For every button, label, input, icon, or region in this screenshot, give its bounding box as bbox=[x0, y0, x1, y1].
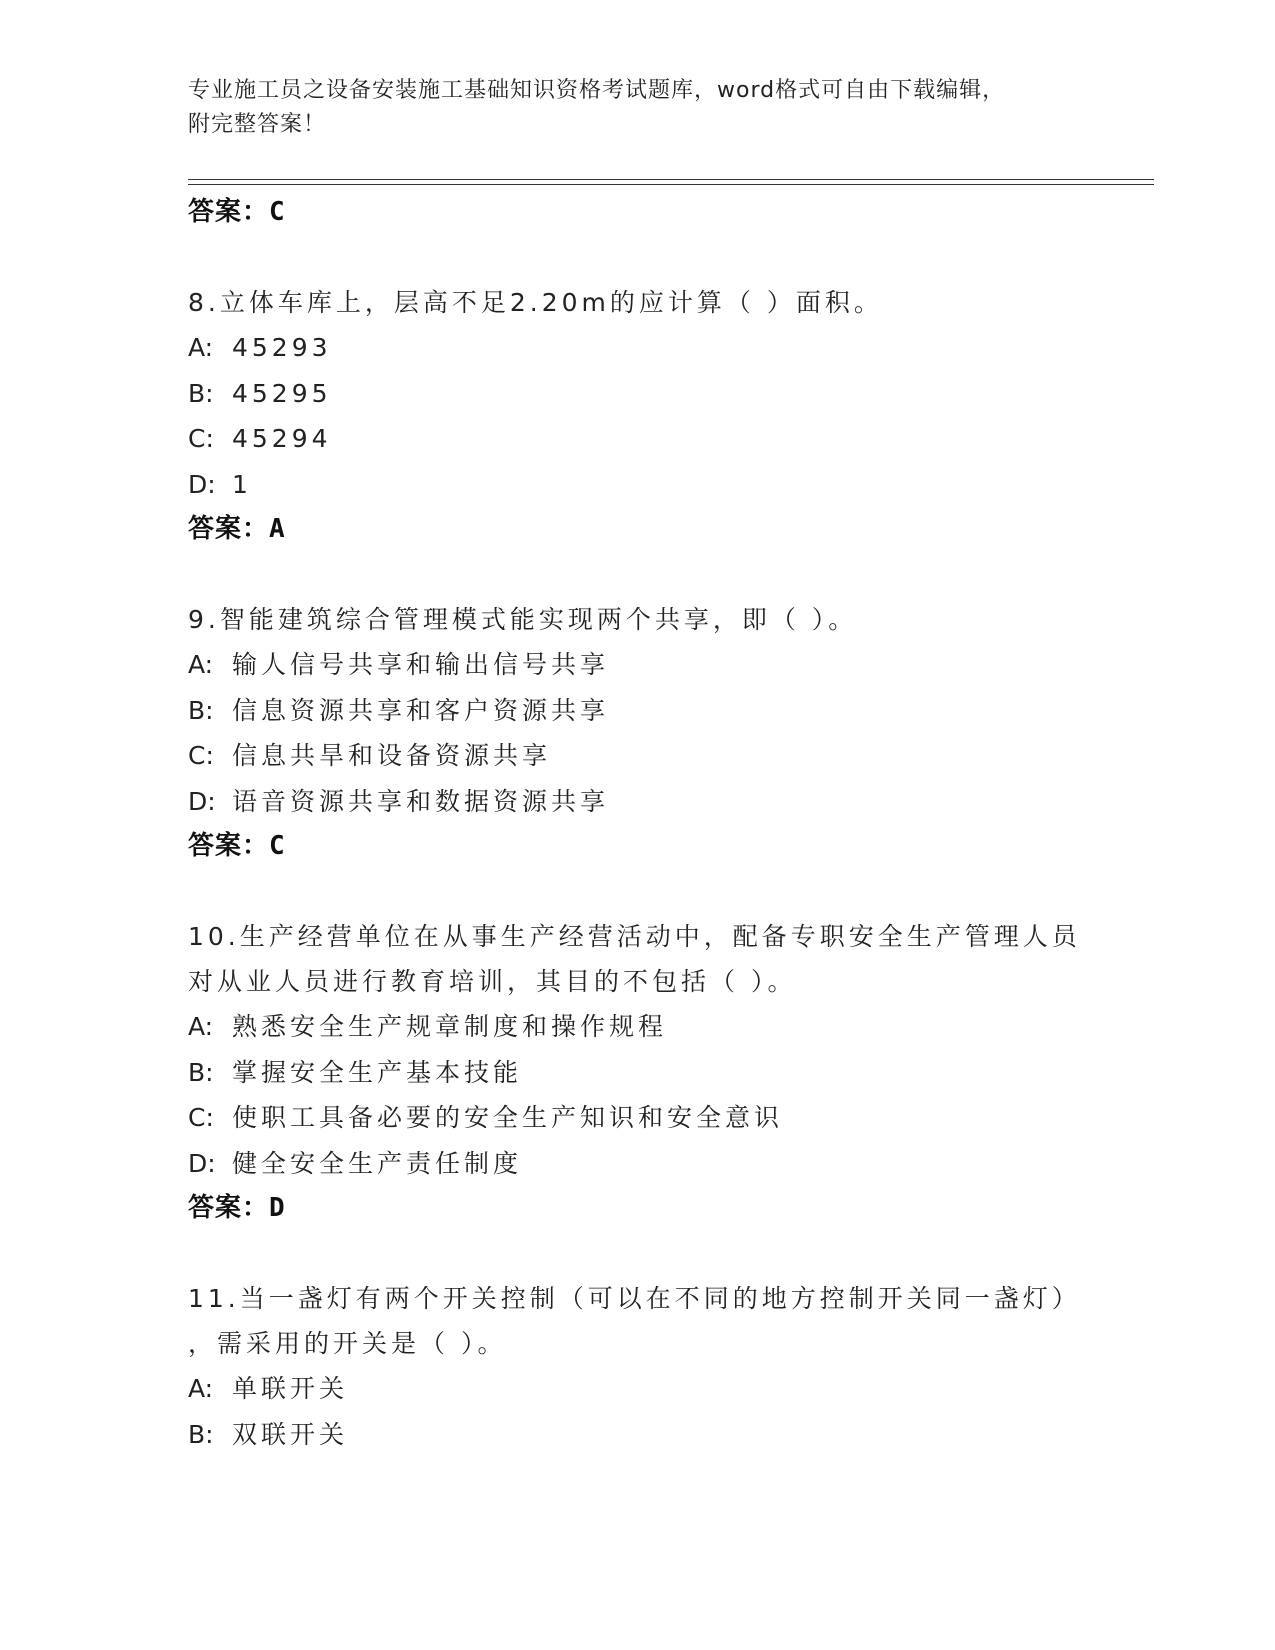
option-key: B: bbox=[188, 1419, 214, 1449]
option-key: B: bbox=[188, 378, 214, 408]
question-title-line-2: 对从业人员进行教育培训，其目的不包括（ ）。 bbox=[188, 967, 797, 996]
header-line-1: 专业施工员之设备安装施工基础知识资格考试题库，word格式可自由下载编辑， bbox=[188, 78, 1006, 103]
option-text: 信息资源共享和客户资源共享 bbox=[232, 695, 610, 725]
answer-value: A bbox=[269, 514, 286, 544]
answer-line bbox=[188, 507, 1088, 551]
answer-line bbox=[188, 190, 1088, 234]
question-8 bbox=[188, 280, 1088, 551]
option-d bbox=[188, 779, 1088, 825]
option-key: A: bbox=[188, 1374, 214, 1403]
option-c bbox=[188, 1095, 1088, 1141]
option-text: 单联开关 bbox=[232, 1374, 349, 1403]
question-title-line-1: 10.生产经营单位在从事生产经营活动中，配备专职安全生产管理人员 bbox=[188, 922, 1081, 951]
option-text: 45293 bbox=[232, 333, 332, 362]
answer-value: C bbox=[269, 831, 286, 861]
question-title-line-2: ，需采用的开关是（ ）。 bbox=[188, 1329, 507, 1358]
header-divider-bottom bbox=[188, 184, 1154, 185]
question-title: 9.智能建筑综合管理模式能实现两个共享，即（ ）。 bbox=[188, 605, 858, 634]
option-c bbox=[188, 416, 1088, 462]
option-key: D: bbox=[188, 1148, 216, 1178]
answer-value: C bbox=[269, 197, 286, 227]
question-title-line-1: 11.当一盏灯有两个开关控制（可以在不同的地方控制开关同一盏灯） bbox=[188, 1284, 1081, 1313]
option-b bbox=[188, 1412, 1088, 1458]
option-key: C: bbox=[188, 424, 214, 453]
option-text: 输人信号共享和输出信号共享 bbox=[232, 650, 610, 679]
header-divider-top bbox=[188, 179, 1154, 180]
option-b bbox=[188, 1050, 1088, 1096]
option-b bbox=[188, 371, 1088, 417]
question-title: 8.立体车库上，层高不足2.20m的应计算（ ）面积。 bbox=[188, 288, 883, 317]
answer-line bbox=[188, 824, 1088, 868]
option-key: B: bbox=[188, 695, 214, 725]
answer-label: 答案： bbox=[188, 831, 270, 861]
option-c bbox=[188, 733, 1088, 779]
option-key: C: bbox=[188, 741, 214, 770]
question-10 bbox=[188, 914, 1088, 1230]
option-a bbox=[188, 642, 1088, 688]
option-b bbox=[188, 688, 1088, 734]
option-key: B: bbox=[188, 1057, 214, 1087]
option-d bbox=[188, 1141, 1088, 1187]
option-a bbox=[188, 1004, 1088, 1050]
option-text: 45295 bbox=[232, 378, 332, 408]
answer-value: D bbox=[269, 1193, 286, 1223]
option-text: 信息共旱和设备资源共享 bbox=[232, 741, 552, 770]
option-text: 1 bbox=[232, 469, 252, 499]
answer-line bbox=[188, 1186, 1088, 1230]
option-key: D: bbox=[188, 786, 216, 816]
answer-label: 答案： bbox=[188, 197, 270, 227]
option-a bbox=[188, 325, 1088, 371]
option-a bbox=[188, 1366, 1088, 1412]
answer-label: 答案： bbox=[188, 514, 270, 544]
option-text: 健全安全生产责任制度 bbox=[232, 1148, 523, 1178]
option-text: 掌握安全生产基本技能 bbox=[232, 1057, 523, 1087]
option-key: A: bbox=[188, 650, 214, 679]
page-header bbox=[188, 74, 1088, 142]
answer-label: 答案： bbox=[188, 1193, 270, 1223]
option-text: 语音资源共享和数据资源共享 bbox=[232, 786, 610, 816]
option-text: 45294 bbox=[232, 424, 332, 453]
option-key: A: bbox=[188, 1012, 214, 1041]
option-key: D: bbox=[188, 469, 216, 499]
option-text: 双联开关 bbox=[232, 1419, 349, 1449]
option-key: C: bbox=[188, 1103, 214, 1132]
option-key: A: bbox=[188, 333, 214, 362]
question-content bbox=[188, 190, 1088, 1457]
option-d bbox=[188, 462, 1088, 508]
option-text: 熟悉安全生产规章制度和操作规程 bbox=[232, 1012, 668, 1041]
option-text: 使职工具备必要的安全生产知识和安全意识 bbox=[232, 1103, 784, 1132]
question-11 bbox=[188, 1276, 1088, 1457]
question-9 bbox=[188, 597, 1088, 868]
header-line-2: 附完整答案！ bbox=[188, 112, 327, 137]
